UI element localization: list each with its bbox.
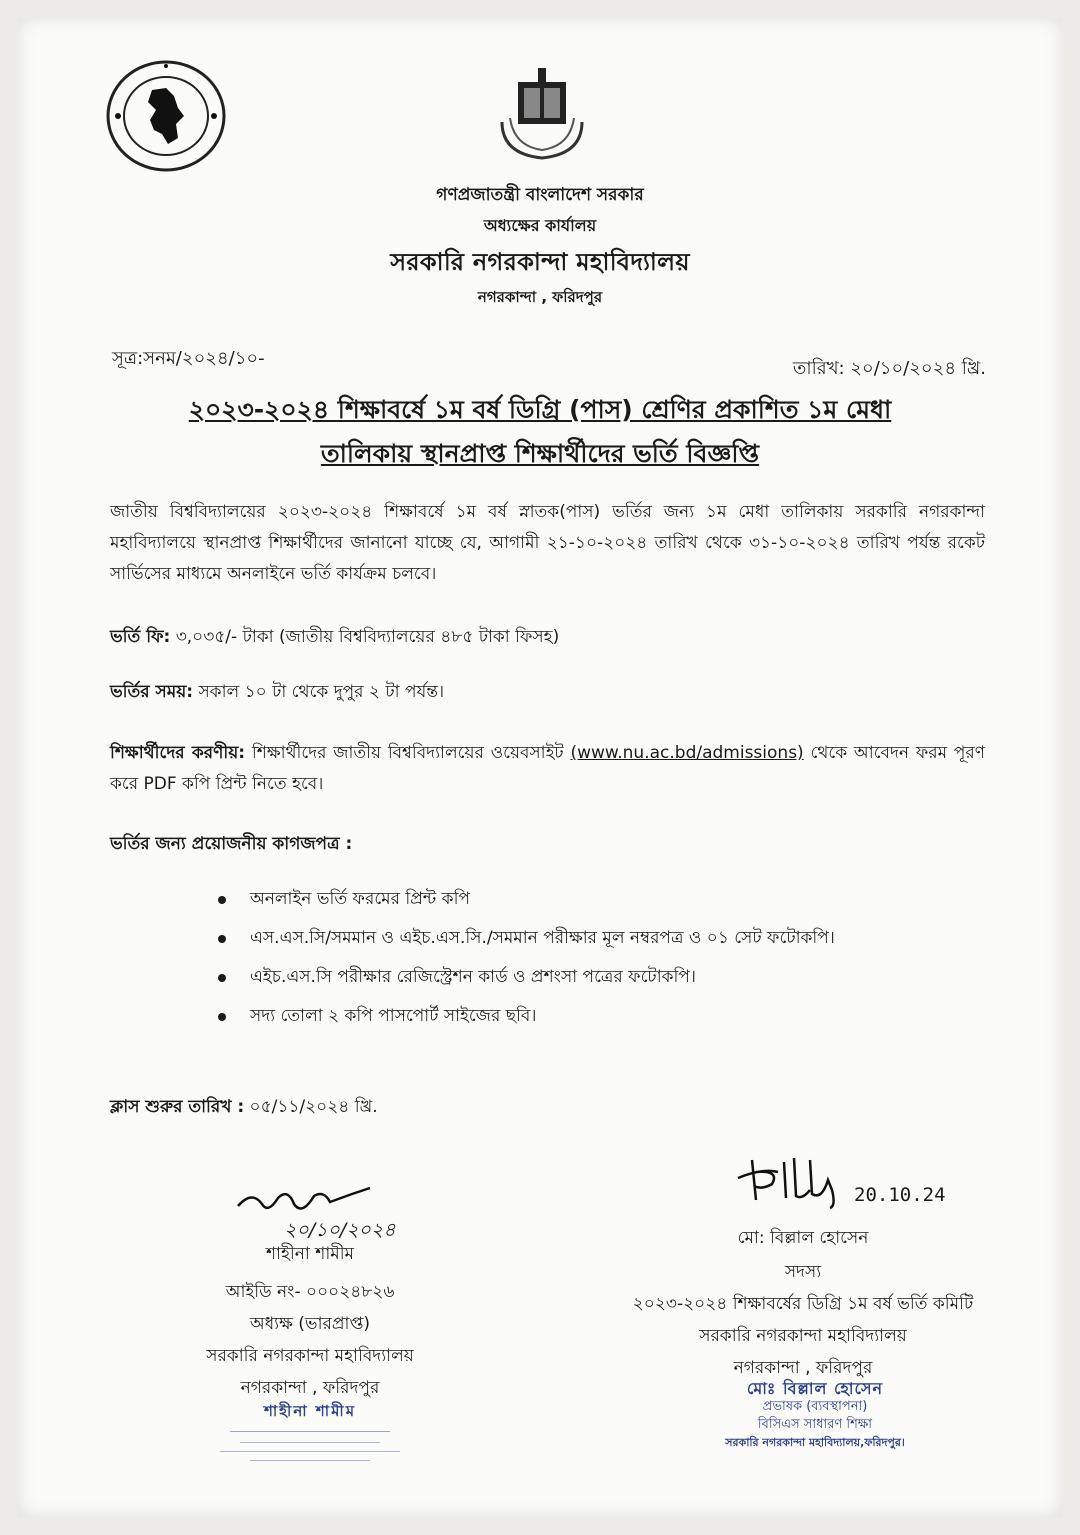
- bullet-icon: [218, 1013, 226, 1021]
- issue-date: তারিখ: ২০/১০/২০২৪ খ্রি.: [792, 358, 986, 379]
- right-signatory-address: নগরকান্দা , ফরিদপুর: [733, 1358, 873, 1378]
- right-signatory-role: সদস্য: [784, 1262, 822, 1282]
- bullet-icon: [218, 935, 226, 943]
- bullet-icon: [218, 896, 226, 904]
- documents-heading: ভর্তির জন্য প্রয়োজনীয় কাগজপত্র :: [110, 834, 353, 854]
- class-start-label: ক্লাস শুরুর তারিখ :: [110, 1097, 245, 1117]
- left-signatory-block: [160, 1238, 460, 1404]
- left-signatory-college: সরকারি নগরকান্দা মহাবিদ্যালয়: [206, 1346, 414, 1366]
- time-value: সকাল ১০ টা থেকে দুপুর ২ টা পর্যন্ত।: [198, 682, 445, 702]
- college-address: নগরকান্দা , ফরিদপুর: [477, 288, 603, 306]
- list-item-text: অনলাইন ভর্তি ফরমের প্রিন্ট কপি: [250, 889, 470, 909]
- list-item: [218, 884, 986, 915]
- list-item-text: এইচ.এস.সি পরীক্ষার রেজিস্ট্রেশন কার্ড ও প্রশংসা পত্রের ফটোকপি।: [250, 967, 697, 987]
- right-handwritten-date: 20.10.24: [854, 1184, 946, 1206]
- notice-headline-line-2: তালিকায় স্থানপ্রাপ্ত শিক্ষার্থীদের ভর্তি বিজ্ঞপ্তি: [320, 439, 760, 468]
- duty-text: শিক্ষার্থীদের জাতীয় বিশ্ববিদ্যালয়ের ওয়েবসাইট: [251, 743, 564, 763]
- right-signatory-block: [600, 1222, 1006, 1384]
- fee-line: [110, 622, 985, 653]
- list-item: [218, 923, 986, 954]
- left-stamp-name: শাহীনা শামীম: [263, 1402, 357, 1420]
- duty-text-after: থেকে আবেদন ফরম পূরণ করে PDF কপি প্রিন্ট নিতে হবে।: [110, 743, 986, 794]
- government-name: গণপ্রজাতন্ত্রী বাংলাদেশ সরকার: [436, 185, 644, 205]
- fee-value: ৩,০৩৫/- টাকা (জাতীয় বিশ্ববিদ্যালয়ের ৪৮৫ টাকা ফিসহ): [175, 627, 560, 647]
- office-name: অধ্যক্ষের কার্যালয়: [483, 216, 597, 235]
- list-item: [218, 962, 986, 993]
- right-stamp-dept: বিসিএস সাধারণ শিক্ষা: [757, 1417, 873, 1432]
- left-signatory-designation: অধ্যক্ষ (ভারপ্রাপ্ত): [249, 1314, 371, 1334]
- right-official-stamp: [690, 1380, 940, 1452]
- left-signatory-id: আইডি নং- ০০০২৪৮২৬: [225, 1282, 395, 1302]
- right-stamp-college: সরকারি নগরকান্দা মহাবিদ্যালয়,ফরিদপুর।: [725, 1436, 905, 1449]
- list-item: [218, 1001, 986, 1032]
- admissions-link[interactable]: (www.nu.ac.bd/admissions): [570, 743, 804, 763]
- class-start-line: [110, 1092, 985, 1123]
- right-signatory-name: মো: বিল্লাল হোসেন: [737, 1228, 869, 1248]
- left-signatory-address: নগরকান্দা , ফরিদপুর: [240, 1378, 380, 1398]
- duty-label: শিক্ষার্থীদের করণীয়:: [110, 743, 246, 763]
- bullet-icon: [218, 974, 226, 982]
- documents-list: [218, 884, 986, 1040]
- right-signatory-committee: ২০২৩-২০২৪ শিক্ষাবর্ষের ডিগ্রি ১ম বর্ষ ভর্তি কমিটি: [632, 1294, 974, 1314]
- college-emblem-icon: [494, 62, 590, 162]
- college-title: সরকারি নগরকান্দা মহাবিদ্যালয়: [390, 248, 690, 276]
- government-seal-icon: [104, 58, 228, 174]
- list-item-text: সদ্য তোলা ২ কপি পাসপোর্ট সাইজের ছবি।: [250, 1006, 537, 1026]
- class-start-value: ০৫/১১/২০২৪ খ্রি.: [249, 1097, 378, 1117]
- time-label: ভর্তির সময়:: [110, 682, 194, 702]
- list-item-text: এস.এস.সি/সমমান ও এইচ.এস.সি./সমমান পরীক্ষার মূল নম্বরপত্র ও ০১ সেট ফটোকপি।: [250, 928, 835, 948]
- right-handwritten-signature-icon: [732, 1150, 872, 1210]
- left-official-stamp: [190, 1400, 430, 1469]
- right-stamp-name: মোঃ বিল্লাল হোসেন: [746, 1379, 884, 1398]
- duty-paragraph: [110, 738, 985, 800]
- fee-label: ভর্তি ফি:: [110, 627, 171, 647]
- left-handwritten-date: ২০/১০/২০২৪: [284, 1219, 396, 1241]
- left-signatory-name: শাহীনা শামীম: [266, 1244, 354, 1264]
- notice-headline-line-1: ২০২৩-২০২৪ শিক্ষাবর্ষে ১ম বর্ষ ডিগ্রি (পাস) শ্রেণির প্রকাশিত ১ম মেধা: [188, 395, 892, 424]
- time-line: [110, 677, 985, 708]
- reference-number: সূত্র:সনম/২০২৪/১০-: [112, 348, 265, 369]
- intro-paragraph: জাতীয় বিশ্ববিদ্যালয়ের ২০২৩-২০২৪ শিক্ষাবর্ষে ১ম বর্ষ স্নাতক(পাস) ভর্তির জন্য ১ম মেধা তালিকায় সরকারি নগরকান্দা মহাবিদ্যালয়ে স্থানপ্রাপ্ত শিক্ষার্থীদের জানানো যাচ্ছে যে, আগামী ২১-১০-২০২৪ তারিখ থেকে ৩১-১০-২০২৪ তারিখ পর্যন্ত রকেট সার্ভিসের মাধ্যমে অনলাইনে ভর্তি কার্যক্রম চলবে।: [110, 502, 985, 584]
- right-signatory-college: সরকারি নগরকান্দা মহাবিদ্যালয়: [699, 1326, 907, 1346]
- right-stamp-designation: প্রভাষক (ব্যবস্থাপনা): [762, 1399, 868, 1414]
